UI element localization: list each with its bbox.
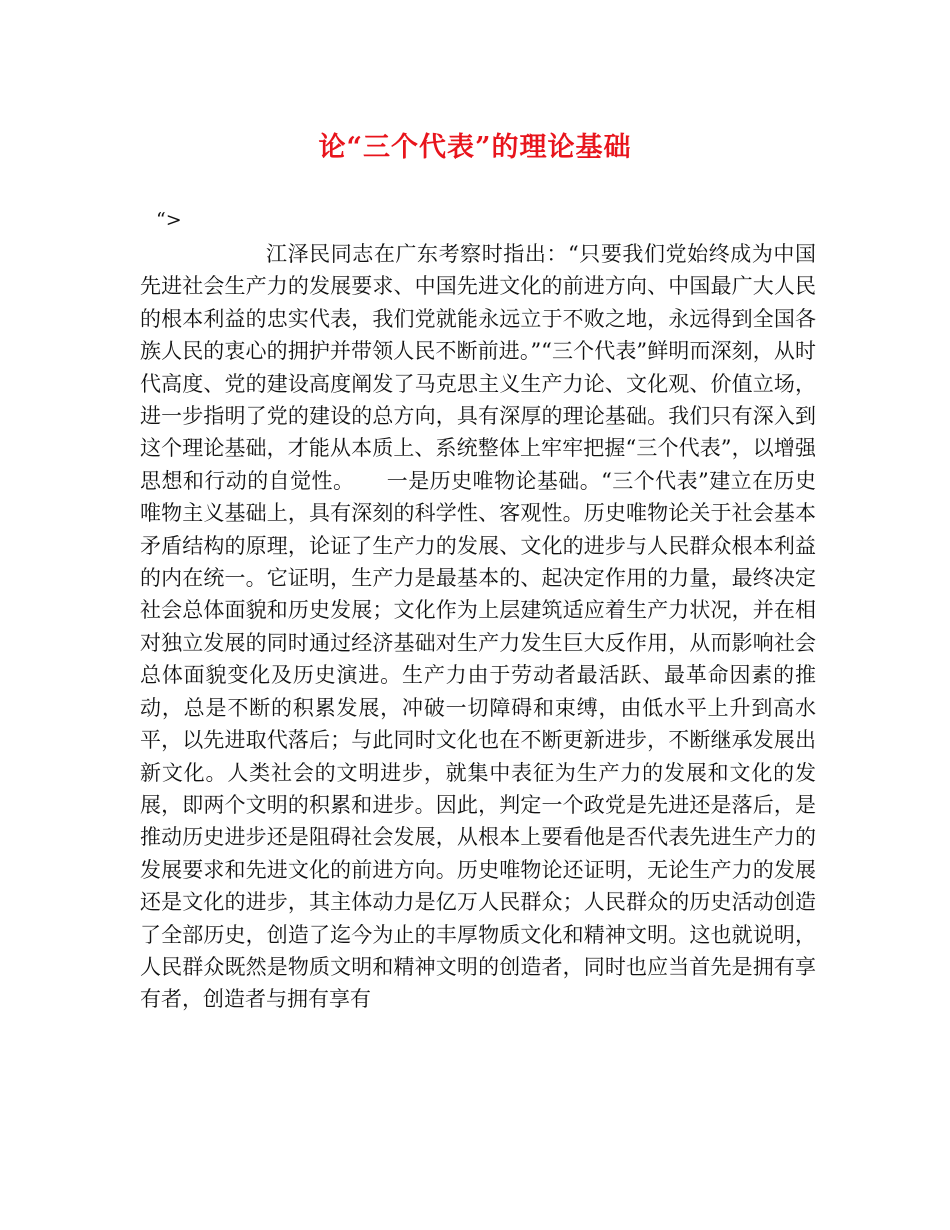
text-fragment: “> — [156, 209, 182, 231]
body-paragraph: 江泽民同志在广东考察时指出：“只要我们党始终成为中国先进社会生产力的发展要求、中国先进文化的前进方向、中国最广大人民的根本利益的忠实代表，我们党就能永远立于不败之地，永远得到全国各族人民的衷心的拥护并带领人民不断前进。”“三个代表”鲜明而深刻，从时代高度、党的建设高度阐发了马克思主义生产力论、文化观、价值立场，进一步指明了党的建设的总方向，具有深厚的理论基础。我们只有深入到这个理论基础，才能从本质上、系统整体上牢牢把握“三个代表”，以增强思想和行动的自觉性。 一是历史唯物论基础。“三个代表”建立在历史唯物主义基础上，具有深刻的科学性、客观性。历史唯物论关于社会基本矛盾结构的原理，论证了生产力的发展、文化的进步与人民群众根本利益的内在统一。它证明，生产力是最基本的、起决定作用的力量，最终决定社会总体面貌和历史发展；文化作为上层建筑适应着生产力状况，并在相对独立发展的同时通过经济基础对生产力发生巨大反作用，从而影响社会总体面貌变化及历史演进。生产力由于劳动者最活跃、最革命因素的推动，总是不断的积累发展，冲破一切障碍和束缚，由低水平上升到高水平，以先进取代落后；与此同时文化也在不断更新进步，不断继承发展出新文化。人类社会的文明进步，就集中表征为生产力的发展和文化的发展，即两个文明的积累和进步。因此，判定一个政党是先进还是落后，是推动历史进步还是阻碍社会发展，从根本上要看他是否代表先进生产力的发展要求和先进文化的前进方向。历史唯物论还证明，无论生产力的发展还是文化的进步，其主体动力是亿万人民群众；人民群众的历史活动创造了全部历史，创造了迄今为止的丰厚物质文化和精神文明。这也就说明，人民群众既然是物质文明和精神文明的创造者，同时也应当首先是拥有享有者，创造者与拥有享有 — [140, 242, 816, 1012]
document-title: 论“三个代表”的理论基础 — [318, 132, 632, 163]
